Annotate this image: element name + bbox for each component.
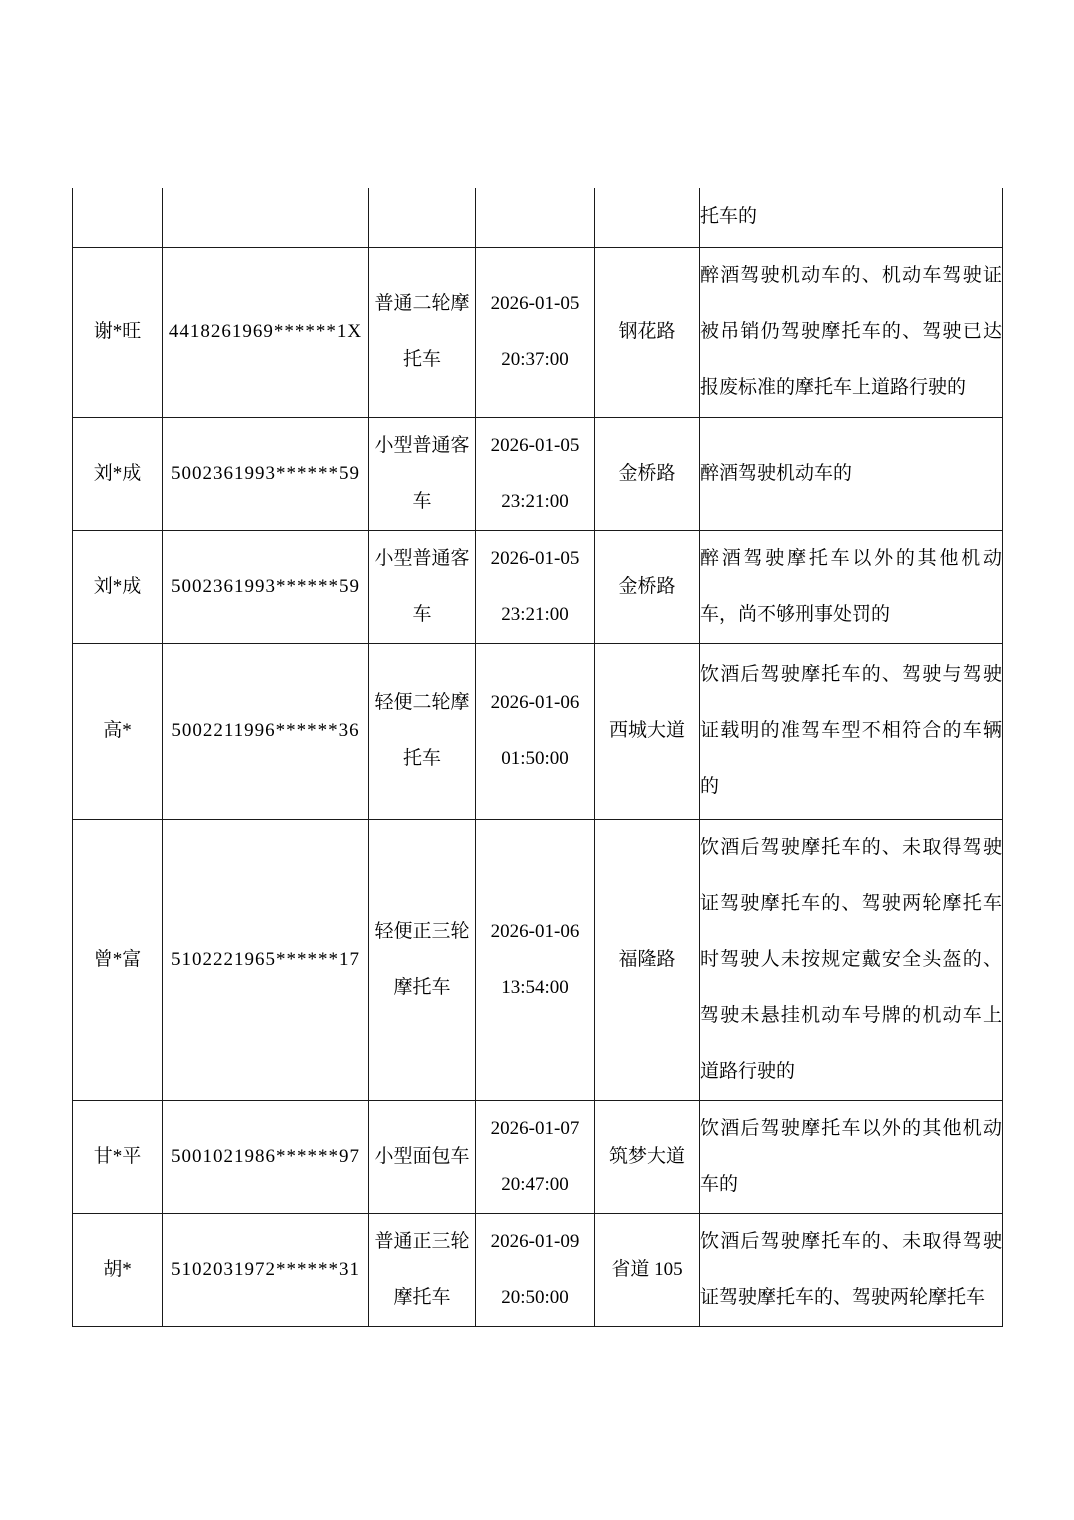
cell-violation: 饮酒后驾驶摩托车的、未取得驾驶证驾驶摩托车的、驾驶两轮摩托车时驾驶人未按规定戴安全头盔的、驾驶未悬挂机动车号牌的机动车上道路行驶的 <box>700 819 1003 1100</box>
cell-violation: 醉酒驾驶机动车的、机动车驾驶证被吊销仍驾驶摩托车的、驾驶已达报废标准的摩托车上道路行驶的 <box>700 247 1003 417</box>
cell-vehicle-type: 小型普通客车 <box>369 530 476 643</box>
cell-vehicle-type: 轻便正三轮摩托车 <box>369 819 476 1100</box>
cell-violation: 醉酒驾驶摩托车以外的其他机动车，尚不够刑事处罚的 <box>700 530 1003 643</box>
cell-vehicle-type: 小型面包车 <box>369 1100 476 1213</box>
cell-datetime: 2026-01-05 23:21:00 <box>476 417 595 530</box>
table-row-continuation <box>73 188 1003 247</box>
cell-datetime: 2026-01-06 01:50:00 <box>476 643 595 819</box>
cell-location: 钢花路 <box>595 247 700 417</box>
cell-vehicle-type: 普通正三轮摩托车 <box>369 1213 476 1326</box>
cell-violation: 饮酒后驾驶摩托车以外的其他机动车的 <box>700 1100 1003 1213</box>
table-row <box>73 819 1003 1100</box>
cell-datetime: 2026-01-06 13:54:00 <box>476 819 595 1100</box>
cell-location: 福隆路 <box>595 819 700 1100</box>
cell-location: 金桥路 <box>595 530 700 643</box>
cell-vehicle-type: 普通二轮摩托车 <box>369 247 476 417</box>
cell-id-number: 5102221965******17 <box>163 819 369 1100</box>
cell-location: 筑梦大道 <box>595 1100 700 1213</box>
cell-location: 金桥路 <box>595 417 700 530</box>
cell-location: 西城大道 <box>595 643 700 819</box>
cell-datetime: 2026-01-05 23:21:00 <box>476 530 595 643</box>
cell-name: 谢*旺 <box>73 247 163 417</box>
cell-datetime: 2026-01-07 20:47:00 <box>476 1100 595 1213</box>
cell-id-number: 4418261969******1X <box>163 247 369 417</box>
table-row <box>73 530 1003 643</box>
cell-location: 省道 105 <box>595 1213 700 1326</box>
cell-id-number: 5002361993******59 <box>163 530 369 643</box>
cell-name <box>73 188 163 247</box>
cell-datetime <box>476 188 595 247</box>
cell-datetime: 2026-01-05 20:37:00 <box>476 247 595 417</box>
cell-name: 刘*成 <box>73 417 163 530</box>
cell-name: 高* <box>73 643 163 819</box>
table-row <box>73 643 1003 819</box>
table-row <box>73 1213 1003 1326</box>
violation-table <box>72 188 1003 1327</box>
cell-id-number: 5102031972******31 <box>163 1213 369 1326</box>
table-row <box>73 1100 1003 1213</box>
cell-datetime: 2026-01-09 20:50:00 <box>476 1213 595 1326</box>
cell-id-number <box>163 188 369 247</box>
cell-name: 刘*成 <box>73 530 163 643</box>
cell-name: 胡* <box>73 1213 163 1326</box>
table-row <box>73 417 1003 530</box>
cell-vehicle-type: 小型普通客车 <box>369 417 476 530</box>
cell-vehicle-type: 轻便二轮摩托车 <box>369 643 476 819</box>
cell-vehicle-type <box>369 188 476 247</box>
cell-id-number: 5001021986******97 <box>163 1100 369 1213</box>
cell-id-number: 5002361993******59 <box>163 417 369 530</box>
cell-name: 甘*平 <box>73 1100 163 1213</box>
cell-violation: 饮酒后驾驶摩托车的、未取得驾驶证驾驶摩托车的、驾驶两轮摩托车 <box>700 1213 1003 1326</box>
cell-location <box>595 188 700 247</box>
cell-name: 曾*富 <box>73 819 163 1100</box>
cell-violation: 醉酒驾驶机动车的 <box>700 417 1003 530</box>
cell-id-number: 5002211996******36 <box>163 643 369 819</box>
cell-violation: 饮酒后驾驶摩托车的、驾驶与驾驶证载明的准驾车型不相符合的车辆的 <box>700 643 1003 819</box>
cell-violation: 托车的 <box>700 188 1003 247</box>
table-row <box>73 247 1003 417</box>
